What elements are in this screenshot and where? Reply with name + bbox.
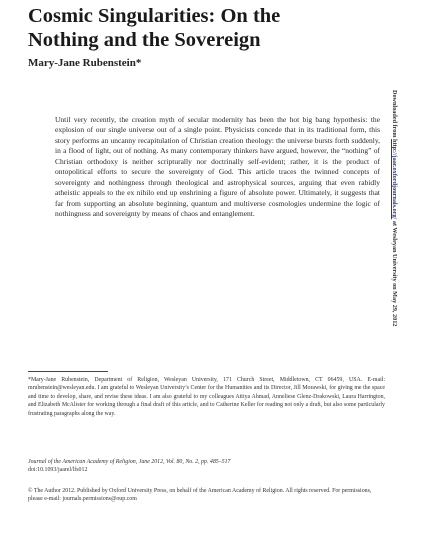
download-watermark-suffix: at Wesleyan University on May 29, 2012 (391, 219, 398, 327)
download-watermark-prefix: Downloaded from (391, 90, 398, 140)
article-title-line-2: Nothing and the Sovereign (28, 29, 261, 51)
doi-line: doi:10.1093/jaarel/lfs012 (28, 467, 88, 474)
copyright-text: © The Author 2012. Published by Oxford University Press, on behalf of the American Academy of Religion. All rights reserved. For permissions, please e-mail: journals.permissions@oup.com (28, 488, 372, 503)
abstract (55, 115, 380, 220)
download-watermark (388, 90, 400, 360)
abstract-text: Until very recently, the creation myth of secular modernity has been the hot big bang hypothesis: the explosion of our single universe out of a single point. Physicists concede that in its traditional form, this story performs an uncanny recapitulation of Christian creation theology: the universe bursts forth suddenly, in a flood of light, out of nothing. As many contemporary thinkers have argued, however, the “nothing” of Christian orthodoxy is neither scripturally nor doctrinally self-evident; rather, it is the product of ontopolitical efforts to secure the sovereignty of God. This article traces the twinned concepts of sovereignty and nothingness through theological and astrophysical sources, arguing that even rabidly atheistic appeals to the ex nihilo end up enshrining a figure of absolute power. Ultimately, it suggests that far from supporting an absolute beginning, quantum and multiverse cosmologies undermine the logic of nothingness and sovereignty by means of chaos and entanglement. (55, 115, 380, 219)
copyright-notice (28, 487, 385, 504)
article-title (28, 4, 368, 52)
author-footnote (28, 376, 385, 418)
article-author: Mary-Jane Rubenstein* (28, 57, 142, 69)
journal-citation (28, 458, 385, 475)
author-footnote-text: *Mary-Jane Rubenstein, Department of Religion, Wesleyan University, 171 Church Street, Middletown, CT 06459, USA. E-mail: mrubenstein@wesleyan.edu. I am grateful to Wesleyan University’s Center for the Humanities and its Director, Jill Morawski, for giving me the space and time to develop, share, and revise these ideas. I am also grateful to my colleagues Attiya Ahmad, Anneliese Glenz-Drakowski, Laura Harrington, and Elizabeth McAlister for working through a final draft of this article, and to Catherine Keller for reading not only a draft, but also some particularly frustrating paragraphs along the way. (28, 377, 385, 417)
article-title-line-1: Cosmic Singularities: On the (28, 5, 281, 27)
journal-citation-line: Journal of the American Academy of Religion, June 2012, Vol. 80, No. 2, pp. 485–517 (28, 459, 231, 465)
journal-url-link[interactable]: http://jaar.oxfordjournals.org/ (391, 139, 398, 220)
footnote-divider (28, 371, 108, 372)
